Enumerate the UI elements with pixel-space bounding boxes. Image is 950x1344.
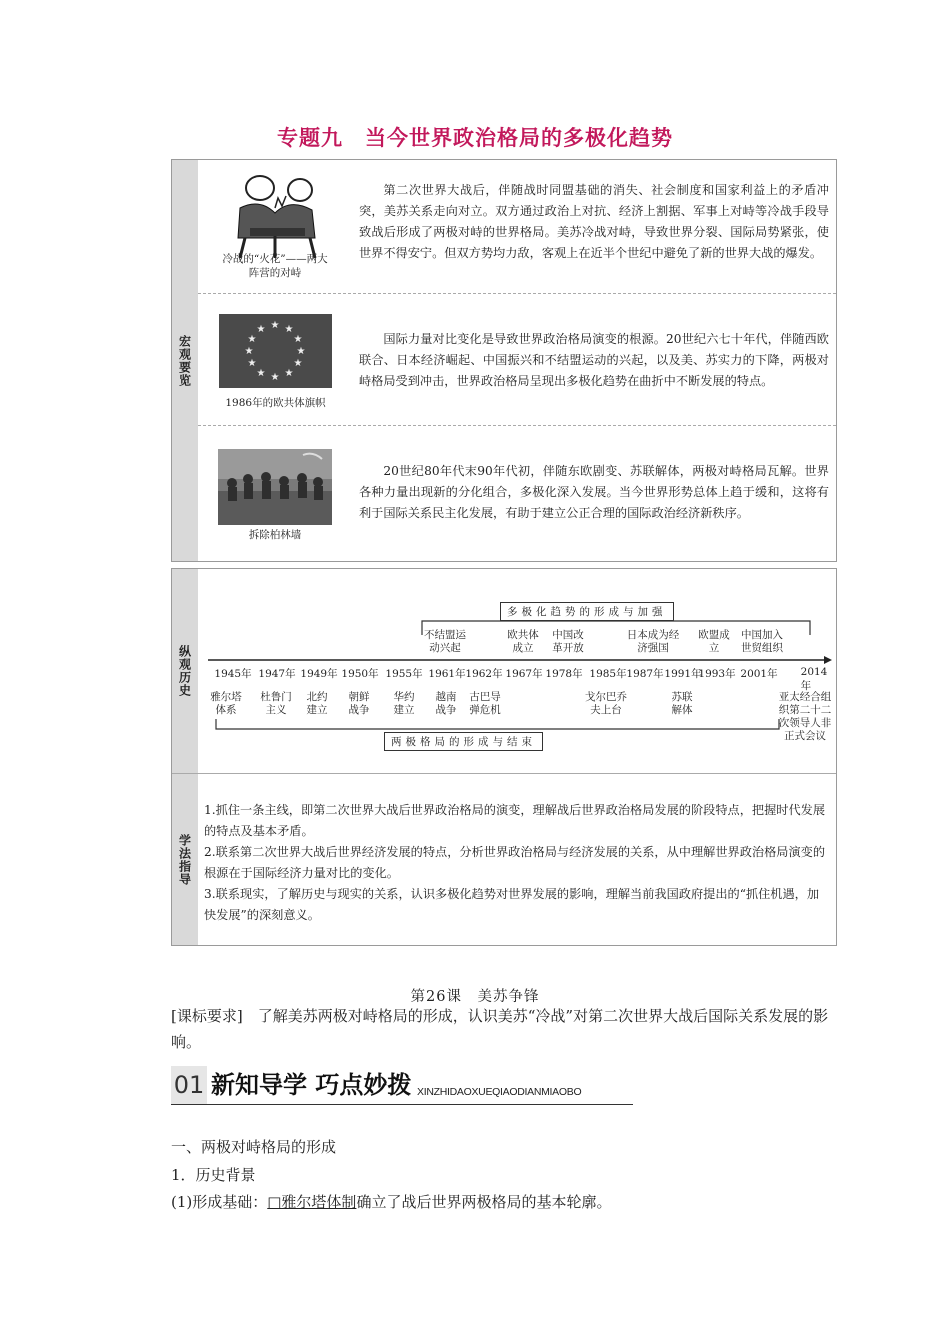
cold-war-caption: 冷战的“火花”——两大阵营的对峙	[222, 253, 328, 279]
banner-title: 新知导学 巧点妙拨	[211, 1071, 412, 1099]
year: 1985年	[589, 668, 627, 680]
event-ec: 欧共体成立	[507, 629, 539, 654]
year: 1962年	[465, 668, 503, 680]
banner-number: 01	[171, 1066, 207, 1104]
item-1-suffix: 确立了战后世界两极格局的基本轮廓。	[356, 1193, 612, 1211]
svg-text:★: ★	[247, 358, 257, 369]
timeline-method-box	[171, 568, 837, 946]
svg-text:★: ★	[296, 346, 306, 357]
overview-divider	[198, 293, 836, 294]
item-1	[171, 1189, 611, 1215]
method-side-label: 学法指导	[172, 774, 198, 945]
event-korean-war: 朝鲜战争	[348, 691, 370, 716]
event-yalta: 雅尔塔体系	[210, 691, 242, 716]
berlin-wall-image	[218, 449, 332, 525]
event-cuba: 古巴导弹危机	[469, 691, 501, 716]
ec-flag-image	[219, 314, 332, 388]
requirement-tag: [课标要求]	[171, 1007, 243, 1025]
svg-text:★: ★	[256, 368, 266, 379]
timeline-divider	[172, 773, 836, 774]
svg-text:★: ★	[270, 372, 280, 383]
top-bracket-label: 多极化趋势的形成与加强	[500, 602, 674, 621]
svg-text:★: ★	[284, 368, 294, 379]
overview-box	[171, 159, 837, 562]
page-title: 专题九 当今世界政治格局的多极化趋势	[277, 126, 673, 150]
section-banner	[171, 1066, 633, 1106]
lesson-title: 第26课 美苏争锋	[410, 989, 540, 1005]
event-china-wto: 中国加入世贸组织	[741, 629, 783, 654]
year: 1991年	[664, 668, 702, 680]
event-eu: 欧盟成立	[698, 629, 730, 654]
year: 2001年	[740, 668, 778, 680]
event-nato: 北约建立	[306, 691, 328, 716]
svg-text:★: ★	[293, 358, 303, 369]
section-heading-1: 一、两极对峙格局的形成	[171, 1138, 337, 1156]
method-item-1: 1.抓住一条主线，即第二次世界大战后世界政治格局的演变，理解战后世界政治格局发展的阶段特点，把握时代发展的特点及基本矛盾。	[204, 803, 826, 838]
subheading-1: 1．历史背景	[171, 1166, 256, 1184]
event-china-reform: 中国改革开放	[552, 629, 584, 654]
year: 1955年	[385, 668, 423, 680]
curriculum-requirement	[171, 1003, 831, 1055]
event-truman: 杜鲁门主义	[260, 691, 292, 716]
item-1-prefix: (1)形成基础：	[171, 1193, 268, 1211]
event-apec: 亚太经合组织第二十二次领导人非正式会议	[778, 691, 832, 742]
year: 1993年	[698, 668, 736, 680]
bottom-bracket-label: 两极格局的形成与结束	[384, 732, 543, 751]
year: 1961年	[428, 668, 466, 680]
year: 1978年	[545, 668, 583, 680]
overview-text-2: 国际力量对比变化是导致世界政治格局演变的根源。20世纪六七十年代，伴随西欧联合、日本经济崛起、中国振兴和不结盟运动的兴起，以及美、苏实力的下降，两极对峙格局受到冲击，世界政治格局呈现出多极化趋势在曲折中不断发展的特点。	[359, 332, 829, 388]
banner-underline	[171, 1104, 633, 1105]
year: 1987年	[626, 668, 664, 680]
event-vietnam: 越南战争	[435, 691, 457, 716]
event-gorbachev: 戈尔巴乔夫上台	[585, 691, 627, 716]
cold-war-cartoon-image	[220, 168, 330, 260]
overview-divider	[198, 425, 836, 426]
overview-side-label: 宏观要览	[172, 160, 198, 561]
year: 1945年	[214, 668, 252, 680]
year: 1947年	[258, 668, 296, 680]
overview-text-3: 20世纪80年代末90年代初，伴随东欧剧变、苏联解体，两极对峙格局瓦解。世界各种力量出现新的分化组合，多极化深入发展。当今世界形势总体上趋于缓和，这将有利于国际关系民主化发展，有助于建立公正合理的国际政治经济新秩序。	[359, 464, 829, 520]
event-warsaw: 华约建立	[393, 691, 415, 716]
year: 1967年	[505, 668, 543, 680]
year: 1950年	[341, 668, 379, 680]
year: 1949年	[300, 668, 338, 680]
svg-text:★: ★	[284, 324, 294, 335]
svg-text:★: ★	[247, 334, 257, 345]
ec-flag-caption: 1986年的欧共体旗帜	[225, 397, 326, 409]
timeline	[172, 569, 836, 773]
answer-blank[interactable]: □雅尔塔体制	[267, 1193, 357, 1211]
berlin-wall-caption: 拆除柏林墙	[248, 529, 302, 541]
method-item-3: 3.联系现实，了解历史与现实的关系，认识多极化趋势对世界发展的影响，理解当前我国政府提出的“抓住机遇，加快发展”的深刻意义。	[204, 887, 820, 922]
overview-text-1: 第二次世界大战后，伴随战时同盟基础的消失、社会制度和国家利益上的矛盾冲突，美苏关系走向对立。双方通过政治上对抗、经济上割据、军事上对峙等冷战手段导致战后形成了两极对峙的世界格局。美苏冷战对峙，导致世界分裂、国际局势紧张，使世界不得安宁。但双方势均力敌，客观上在近半个世纪中避免了新的世界大战的爆发。	[359, 183, 829, 260]
svg-text:★: ★	[256, 324, 266, 335]
method-item-2: 2.联系第二次世界大战后世界经济发展的特点，分析世界政治格局与经济发展的关系，从中理解世界政治格局演变的根源在于国际经济力量对比的变化。	[204, 845, 826, 880]
event-ussr: 苏联解体	[671, 691, 693, 716]
year: 2014年	[800, 666, 828, 692]
svg-text:★: ★	[270, 320, 280, 331]
event-nonaligned: 不结盟运动兴起	[424, 629, 466, 654]
timeline-side-label: 纵观历史	[172, 569, 198, 773]
banner-pinyin: XINZHIDAOXUEQIAODIANMIAOBO	[417, 1086, 582, 1098]
event-japan: 日本成为经济强国	[626, 629, 680, 654]
svg-text:★: ★	[293, 334, 303, 345]
requirement-text: 了解美苏两极对峙格局的形成，认识美苏“冷战”对第二次世界大战后国际关系发展的影响。	[171, 1007, 829, 1051]
svg-text:★: ★	[244, 346, 254, 357]
